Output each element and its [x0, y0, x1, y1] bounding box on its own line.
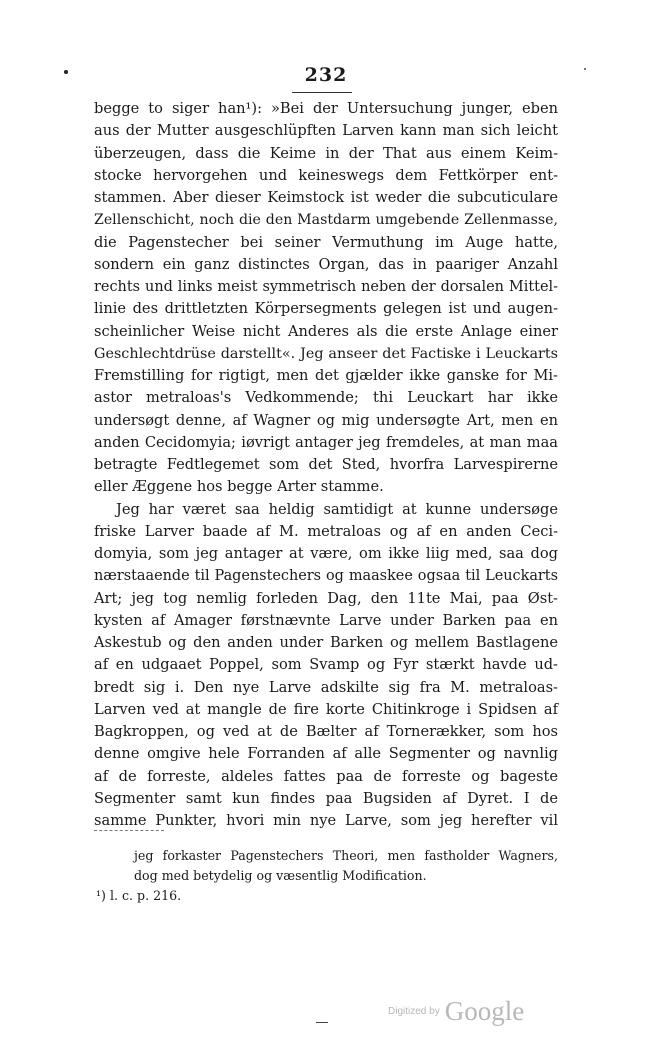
- text-line: anden Cecidomyia; iøvrigt antager jeg fremdeles, at man maa: [94, 433, 558, 451]
- footnote-separator: [94, 830, 164, 831]
- text-line: samme Punkter, hvori min nye Larve, som jeg herefter vil: [94, 812, 558, 829]
- text-line: undersøgt denne, af Wagner og mig undersøgte Art, men en: [94, 411, 558, 429]
- text-line: af en udgaaet Poppel, som Svamp og Fyr stærkt havde ud-: [94, 656, 558, 674]
- text-line: Jeg har været saa heldig samtidigt at kunne undersøge: [116, 500, 558, 518]
- digitized-watermark: [388, 996, 524, 1027]
- text-line: begge to siger han¹): »Bei der Untersuchung junger, eben: [94, 100, 558, 117]
- footnote-continuation-line: jeg forkaster Pagenstechers Theori, men fastholder Wagners,: [134, 848, 558, 863]
- text-line: Larven ved at mangle de fire korte Chitinkroge i Spidsen af: [94, 700, 558, 718]
- text-line: domyia, som jeg antager at være, om ikke liig med, saa dog: [94, 545, 558, 562]
- text-line: eller Æggene hos begge Arter stamme.: [94, 478, 384, 496]
- text-line: nærstaaende til Pagenstechers og maaskee ogsaa til Leuckarts: [94, 568, 558, 585]
- text-line: astor metraloas's Vedkommende; thi Leuckart har ikke: [94, 389, 558, 407]
- text-line: Zellenschicht, noch die den Mastdarm umgebende Zellenmasse,: [94, 212, 558, 229]
- text-line: Fremstilling for rigtigt, men det gjælder ikke ganske for Mi-: [94, 367, 558, 384]
- footnote-1: ¹) l. c. p. 216.: [96, 888, 182, 903]
- page-number-underline: [292, 92, 352, 93]
- text-line: stocke hervorgehen und keineswegs dem Fettkörper ent-: [94, 166, 558, 184]
- page-number: 232: [304, 64, 348, 86]
- text-line: stammen. Aber dieser Keimstock ist weder die subcuticulare: [94, 189, 558, 206]
- text-line: Art; jeg tog nemlig forleden Dag, den 11te Mai, paa Øst-: [94, 589, 558, 607]
- text-line: bredt sig i. Den nye Larve adskilte sig fra M. metraloas-: [94, 678, 558, 696]
- text-line: Segmenter samt kun findes paa Bugsiden af Dyret. I de: [94, 789, 558, 807]
- text-line: Bagkroppen, og ved at de Bælter af Tornerækker, som hos: [94, 723, 558, 740]
- text-line: af de forreste, aldeles fattes paa de forreste og bageste: [94, 767, 558, 785]
- text-line: überzeugen, dass die Keime in der That aus einem Keim-: [94, 144, 558, 162]
- text-line: die Pagenstecher bei seiner Vermuthung im Auge hatte,: [94, 233, 558, 251]
- text-line: friske Larver baade af M. metraloas og af en anden Ceci-: [94, 522, 558, 540]
- text-line: sondern ein ganz distinctes Organ, das in paariger Anzahl: [94, 255, 558, 273]
- watermark-prefix: Digitized by: [388, 1006, 440, 1017]
- text-line: aus der Mutter ausgeschlüpften Larven kann man sich leicht: [94, 122, 558, 140]
- text-line: Geschlechtdrüse darstellt«. Jeg anseer det Factiske i Leuckarts: [94, 345, 558, 362]
- footnote-continuation-line: dog med betydelig og væsentlig Modification.: [134, 868, 427, 883]
- text-line: linie des drittletzten Körpersegments gelegen ist und augen-: [94, 300, 558, 318]
- text-line: rechts und links meist symmetrisch neben der dorsalen Mittel-: [94, 279, 558, 295]
- bottom-mark: [316, 1022, 328, 1023]
- text-line: scheinlicher Weise nicht Anderes als die erste Anlage einer: [94, 322, 558, 340]
- text-line: betragte Fedtlegemet som det Sted, hvorfra Larvespirerne: [94, 456, 558, 473]
- text-line: Askestub og den anden under Barken og mellem Bastlagene: [94, 634, 558, 651]
- body-text: [94, 98, 558, 832]
- google-logo: Google: [444, 996, 525, 1026]
- text-line: kysten af Amager førstnævnte Larve under Barken paa en: [94, 611, 558, 629]
- text-line: denne omgive hele Forranden af alle Segmenter og navnlig: [94, 745, 558, 763]
- footnotes: [94, 846, 558, 906]
